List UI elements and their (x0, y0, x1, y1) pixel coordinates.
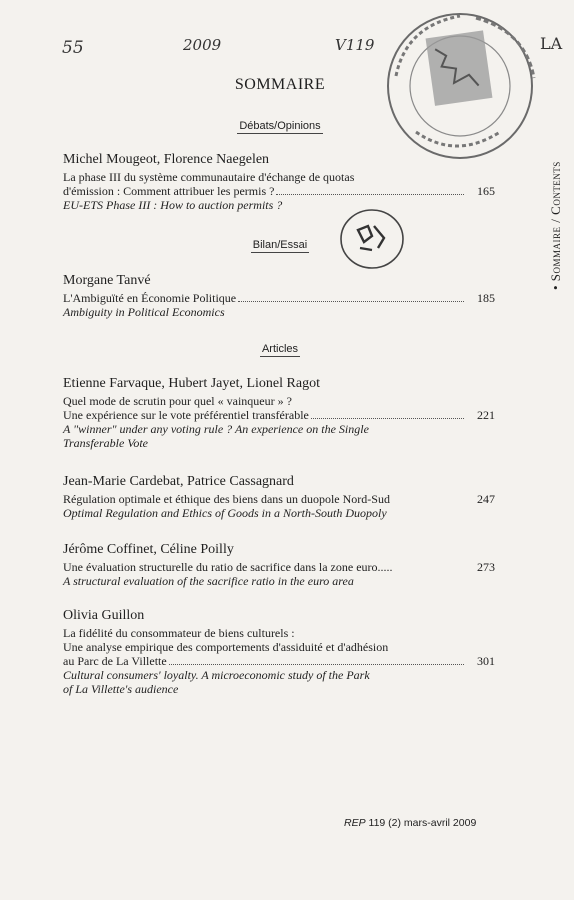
page-number: 221 (477, 408, 495, 422)
page-number: 165 (477, 184, 495, 198)
toc-entry[interactable] (63, 607, 495, 696)
page-title: SOMMAIRE (234, 76, 326, 93)
toc-entry[interactable] (63, 272, 495, 319)
page-number: 247 (477, 492, 495, 506)
handwritten-corner: LA (540, 34, 563, 53)
entry-title-fr: au Parc de La Villette (63, 654, 167, 668)
entry-title-en: Cultural consumers' loyalty. A microeconomic study of the Park (63, 668, 370, 682)
entry-title-fr: Une évaluation structurelle du ratio de sacrifice dans la zone euro..... (63, 560, 393, 574)
entry-title-fr: La phase III du système communautaire d'échange de quotas (63, 170, 355, 184)
journal-footer (344, 817, 476, 829)
handwritten-number: 55 (62, 38, 84, 58)
journal-name: REP (344, 817, 366, 829)
leader-dots (238, 301, 464, 302)
leader-dots (169, 664, 464, 665)
page-number: 185 (477, 291, 495, 305)
entry-authors: Michel Mougeot, Florence Naegelen (63, 152, 270, 167)
entry-title-en: A "winner" under any voting rule ? An experience on the Single (63, 422, 369, 436)
toc-entry[interactable] (63, 151, 495, 212)
page-number: 273 (477, 560, 495, 574)
entry-title-fr: Quel mode de scrutin pour quel « vainqueur » ? (63, 394, 292, 408)
handwritten-code: V119 (335, 36, 375, 54)
leader-dots (311, 418, 464, 419)
entry-title-fr: Régulation optimale et éthique des biens dans un duopole Nord-Sud (63, 492, 390, 506)
entry-authors: Etienne Farvaque, Hubert Jayet, Lionel Ragot (63, 376, 320, 391)
entry-title-en: of La Villette's audience (63, 682, 179, 696)
entry-title-fr: L'Ambiguïté en Économie Politique (63, 291, 237, 305)
page-number: 301 (477, 654, 495, 668)
side-label: • Sommaire / Contents (548, 161, 563, 290)
entry-title-fr: La fidélité du consommateur de biens culturels : (63, 626, 295, 640)
entry-title-en: Optimal Regulation and Ethics of Goods in a North-South Duopoly (63, 506, 387, 520)
toc-entry[interactable] (63, 375, 495, 450)
section-heading-articles: Articles (261, 343, 299, 355)
issue-info: 119 (2) mars-avril 2009 (368, 817, 477, 829)
toc-entry[interactable] (63, 473, 495, 520)
section-heading-bilan: Bilan/Essai (252, 239, 308, 251)
entry-title-en: Transferable Vote (63, 436, 149, 450)
entry-title-fr: Une expérience sur le vote préférentiel transférable (63, 408, 309, 422)
entry-title-en: EU-ETS Phase III : How to auction permits ? (63, 198, 283, 212)
entry-title-fr: d'émission : Comment attribuer les permis ? (63, 184, 275, 198)
handwritten-year: 2009 (183, 36, 222, 54)
entry-authors: Jérôme Coffinet, Céline Poilly (63, 542, 234, 557)
entry-authors: Jean-Marie Cardebat, Patrice Cassagnard (63, 474, 294, 489)
entry-authors: Morgane Tanvé (63, 273, 151, 288)
toc-entry[interactable] (63, 541, 495, 588)
entry-title-en: Ambiguity in Political Economics (63, 305, 225, 319)
entry-title-en: A structural evaluation of the sacrifice ratio in the euro area (63, 574, 354, 588)
leader-dots (276, 194, 464, 195)
entry-authors: Olivia Guillon (63, 608, 145, 623)
section-heading-debats: Débats/Opinions (239, 120, 321, 132)
entry-title-fr: Une analyse empirique des comportements d'assiduité et d'adhésion (63, 640, 389, 654)
